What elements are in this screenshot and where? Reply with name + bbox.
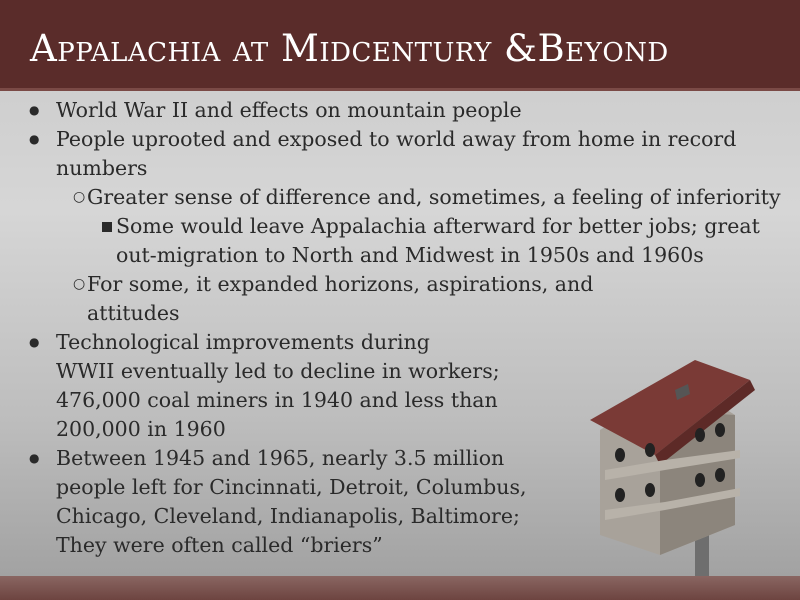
bullet-marker-circle: ○ (73, 276, 86, 292)
bullet-marker-dot: ● (29, 103, 40, 117)
bullet-line: Between 1945 and 1965, nearly 3.5 million (56, 446, 505, 470)
bullet-line: World War II and effects on mountain people (56, 98, 522, 122)
bullet-line: numbers (56, 156, 148, 180)
bullet-line: attitudes (87, 301, 180, 325)
bullet-marker-dot: ● (29, 132, 40, 146)
bullet-line: out-migration to North and Midwest in 1950s and 1960s (116, 243, 704, 267)
bullet-line: Technological improvements during (56, 330, 430, 354)
bullet-line: Chicago, Cleveland, Indianapolis, Baltimore; (56, 504, 520, 528)
bullet-line: Greater sense of difference and, sometimes, a feeling of inferiority (87, 185, 781, 209)
bullet-line: people left for Cincinnati, Detroit, Columbus, (56, 475, 527, 499)
bullet-line: Some would leave Appalachia afterward for better jobs; great (116, 214, 760, 238)
bullet-line: People uprooted and exposed to world away from home in record (56, 127, 737, 151)
bullet-line: 200,000 in 1960 (56, 417, 226, 441)
slide-title: Appalachia at Midcentury &Beyond (30, 27, 669, 70)
bullet-marker-dot: ● (29, 335, 40, 349)
bullet-line: 476,000 coal miners in 1940 and less than (56, 388, 498, 412)
bullet-line: WWII eventually led to decline in workers; (56, 359, 500, 383)
bullet-line: For some, it expanded horizons, aspirations, and (87, 272, 594, 296)
bullet-marker-dot: ● (29, 451, 40, 465)
title-bar (0, 0, 800, 91)
bottom-bar (0, 576, 800, 600)
birdhouse-image (560, 320, 800, 600)
bullet-line: They were often called “briers” (56, 533, 383, 557)
bullet-marker-circle: ○ (73, 189, 86, 205)
bullet-marker-square (102, 222, 112, 232)
